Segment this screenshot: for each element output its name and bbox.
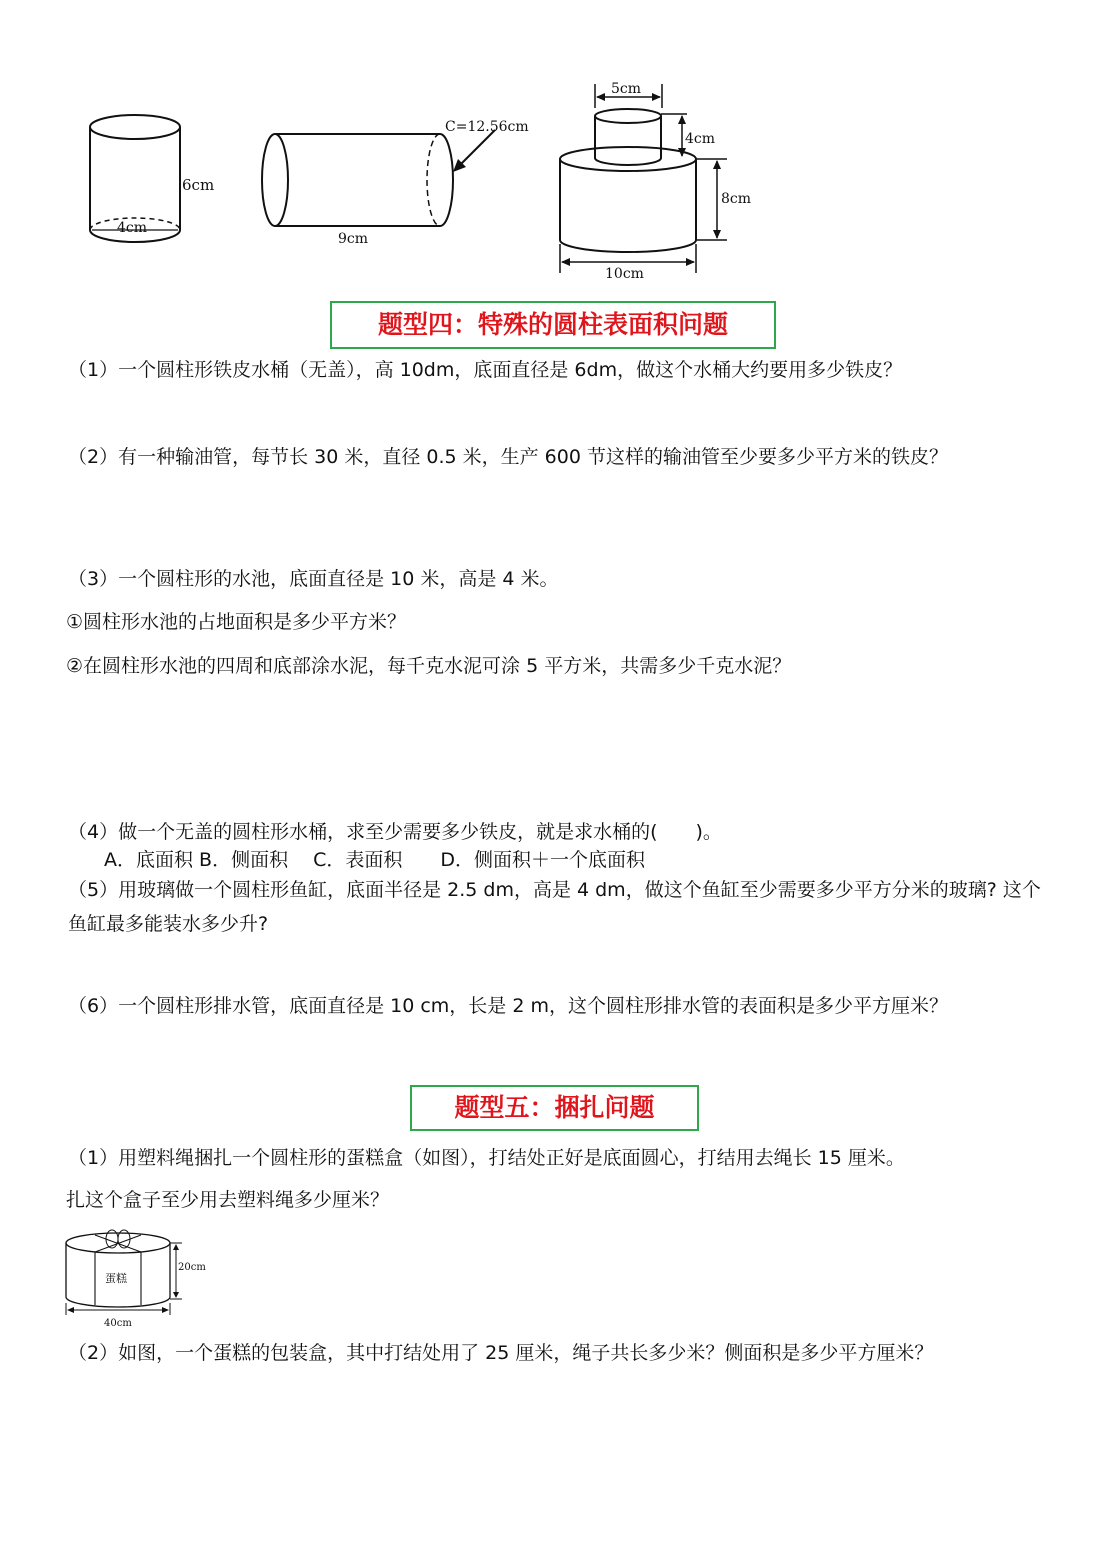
s4-question-6: （6）一个圆柱形排水管，底面直径是 10 cm，长是 2 m，这个圆柱形排水管的表面积是多少平方厘米？ — [68, 995, 948, 1017]
s4-question-5: （5）用玻璃做一个圆柱形鱼缸，底面半径是 2.5 dm，高是 4 dm，做这个鱼缸至少需要多少平方分米的玻璃? 这个鱼缸最多能装水多少升? — [68, 879, 1041, 935]
cake-box-figure — [60, 1225, 220, 1330]
bottom-height-label: 8cm — [721, 191, 752, 207]
top-diameter-label: 5cm — [611, 81, 642, 97]
s4-question-4: （4）做一个无盖的圆柱形水桶，求至少需要多少铁皮，就是求水桶的( )。 — [68, 821, 722, 843]
bottom-diameter-label: 10cm — [605, 266, 644, 282]
cyl2-length-label: 9cm — [338, 231, 369, 247]
s4-question-1: （1）一个圆柱形铁皮水桶（无盖），高 10dm，底面直径是 6dm，做这个水桶大约要用多少铁皮？ — [68, 359, 903, 381]
s4-question-3: （3）一个圆柱形的水池，底面直径是 10 米，高是 4 米。 — [68, 568, 559, 590]
top-height-label: 4cm — [685, 131, 716, 147]
cylinder-figure-1 — [80, 105, 230, 255]
cake-height-label: 20cm — [178, 1262, 206, 1273]
cyl1-diameter-label: 4cm — [117, 220, 148, 236]
cyl2-circumference-label: C=12.56cm — [445, 119, 529, 135]
cake-diameter-label: 40cm — [104, 1318, 132, 1329]
cake-label: 蛋糕 — [105, 1272, 127, 1285]
s5-question-2: （2）如图，一个蛋糕的包装盒，其中打结处用了 25 厘米，绳子共长多少米？侧面积是多少平方厘米？ — [68, 1342, 934, 1364]
s4-question-2: （2）有一种输油管，每节长 30 米，直径 0.5 米，生产 600 节这样的输油管至少要多少平方米的铁皮？ — [68, 446, 948, 468]
s4-question-4-options: A．底面积 B．侧面积 C．表面积 D．侧面积＋一个底面积 — [104, 849, 646, 871]
cyl1-height-label: 6cm — [182, 176, 215, 194]
stacked-cylinders-figure — [555, 78, 775, 288]
cylinder-figure-2 — [255, 110, 540, 250]
s5-question-1: （1）用塑料绳捆扎一个圆柱形的蛋糕盒（如图），打结处正好是底面圆心，打结用去绳长 15 厘米。 — [68, 1147, 905, 1169]
s4-question-3a: ①圆柱形水池的占地面积是多少平方米？ — [66, 611, 407, 633]
s4-question-3b: ②在圆柱形水池的四周和底部涂水泥，每千克水泥可涂 5 平方米，共需多少千克水泥？ — [66, 655, 792, 677]
s5-question-1b: 扎这个盒子至少用去塑料绳多少厘米？ — [66, 1189, 390, 1211]
section5-heading: 题型五：捆扎问题 — [410, 1085, 699, 1131]
section4-heading: 题型四：特殊的圆柱表面积问题 — [330, 301, 776, 349]
